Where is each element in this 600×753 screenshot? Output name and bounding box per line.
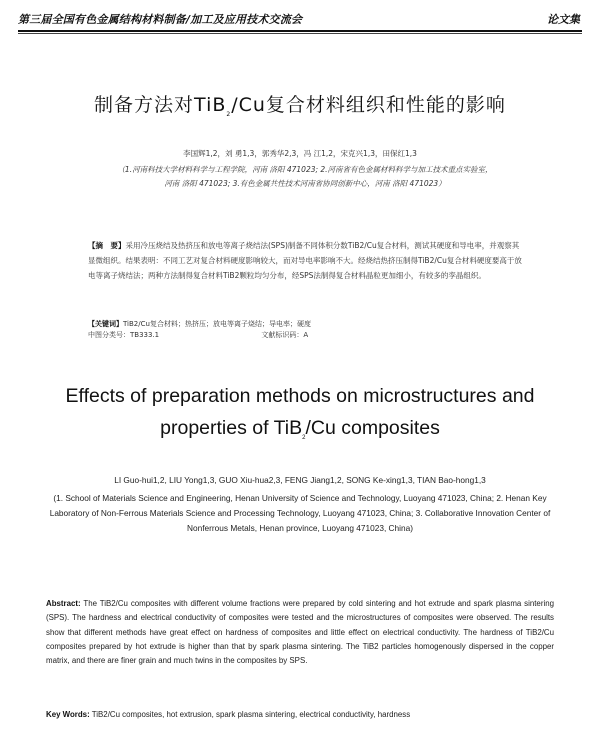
english-affiliation: (1. School of Materials Science and Engineering, Henan University of Science and Technology, Luoyang 471023, China; 2. Henan Key Laboratory of Non-Ferrous Materials Science and Processing Technology, Luoyang 471023, China; 3. Collaborative Innovation Center of Nonferrous Metals, Henan province, Luoyang 471023, China) bbox=[49, 493, 551, 533]
english-keywords: Key Words: TiB2/Cu composites, hot extrusion, spark plasma sintering, electrical conductivity, hardness bbox=[46, 710, 411, 719]
chinese-title: 制备方法对TiB$_2$/Cu复合材料组织和性能的影响 bbox=[94, 94, 506, 118]
chinese-authors: 李国辉1,2，刘 勇1,3，郭秀华2,3，冯 江1,2，宋克兴1,3，田保红1,3 bbox=[183, 149, 417, 158]
chinese-abstract: 【摘 要】采用冷压烧结及热挤压和放电等离子烧结法(SPS)制备不同体积分数TiB2/Cu复合材料，测试其硬度和导电率，并观察其显微组织。结果表明：不同工艺对复合材料硬度影响较大，而对导电率影响不大。经烧结热挤压制得TiB2/Cu复合材料硬度要高于放电等离子烧结法；两种方法制得复合材料TiB2颗粒均匀分布，经SPS法制得复合材料晶粒更加细小，有较多的孪晶组织。 bbox=[88, 241, 522, 280]
document-code: 文献标识码：A bbox=[261, 331, 309, 339]
running-header bbox=[18, 8, 582, 32]
chinese-keywords: 【关键词】TiB2/Cu复合材料；热挤压；放电等离子烧结；导电率；硬度 bbox=[88, 320, 311, 328]
classification-info bbox=[88, 330, 526, 340]
clc-number: 中图分类号：TB333.1 bbox=[88, 331, 160, 339]
header-section: 论文集 bbox=[547, 13, 580, 26]
english-abstract: Abstract: The TiB2/Cu composites with different volume fractions were prepared by cold sintering and hot extrude and spark plasma sintering (SPS). The hardness and electrical conductivity of composites were tested and the microstructures of composites were observed. The results show that different methods have great effect on hardness of composites and little effect on electrical conductivity. The hardness of TiB2/Cu composites prepared by hot extrude is higher than that by spark plasma sintering. The TiB2 particles homogenously dispersed in the copper matrix, and there are finer grain and much twins in the composites by SPS. bbox=[46, 599, 554, 666]
english-authors: LI Guo-hui1,2, LIU Yong1,3, GUO Xiu-hua2,3, FENG Jiang1,2, SONG Ke-xing1,3, TIAN Bao-hong1,3 bbox=[114, 475, 486, 485]
chinese-affiliation: （1.河南科技大学材料科学与工程学院，河南 洛阳 471023; 2.河南省有色金属材料科学与加工技术重点实验室， 河南 洛阳 471023; 3.有色金属共性技术河南省协同创新中心，河南 洛阳 471023） bbox=[117, 165, 493, 188]
header-rule bbox=[18, 33, 582, 34]
english-title: Effects of preparation methods on microstructures and properties of TiB$_2$/Cu composites bbox=[65, 385, 535, 441]
header-conference: 第三届全国有色金属结构材料制备/加工及应用技术交流会 bbox=[18, 13, 303, 26]
